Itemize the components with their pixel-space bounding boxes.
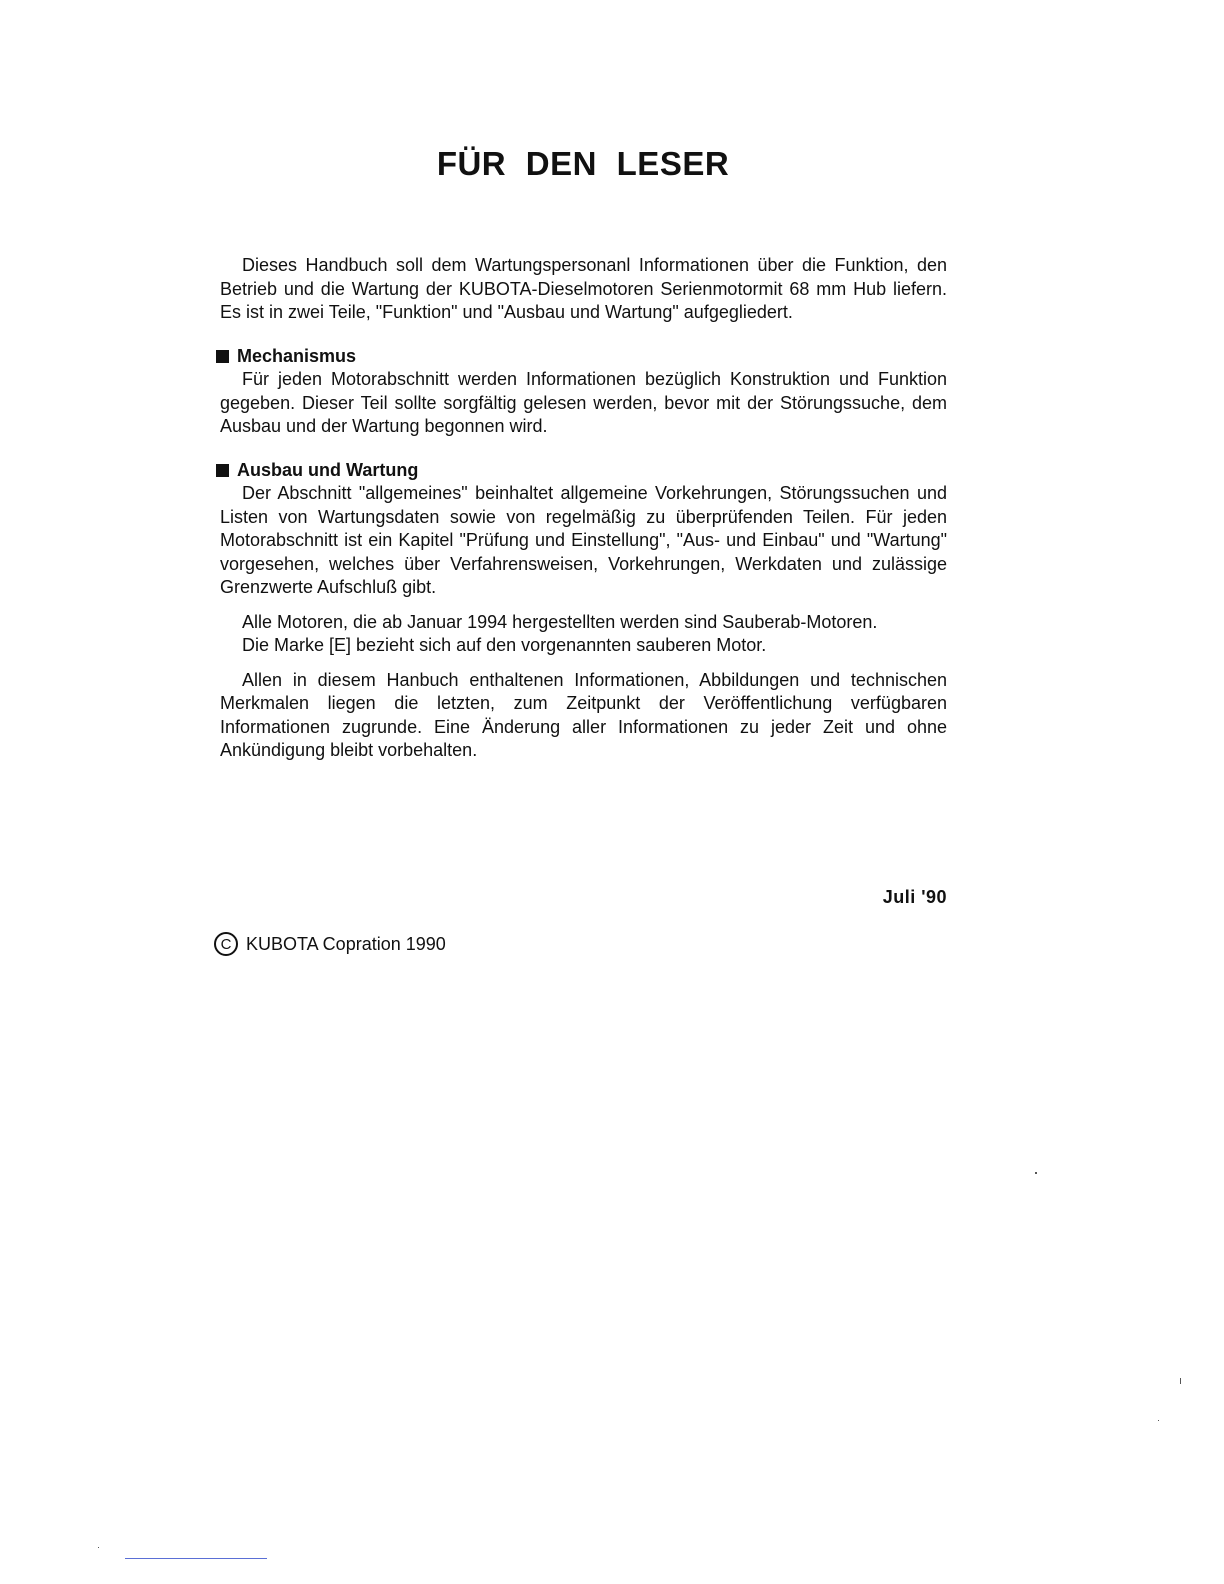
publication-date: Juli '90 [882,887,947,907]
bullet-square-icon [216,350,229,363]
copyright-text: KUBOTA Copration 1990 [246,933,446,954]
page-title: FÜR DEN LESER [436,145,730,182]
section-heading-text: Mechanismus [237,345,357,366]
mark-note: Die Marke [E] bezieht sich auf den vorgenannten sauberen Motor. [242,635,767,655]
section-heading [216,459,947,483]
scan-speck [1180,1378,1181,1384]
disclaimer-paragraph: Allen in diesem Hanbuch enthaltenen Informationen, Abbildungen und technischen Merkmalen liegen die letzten, zum Zeitpunkt der Veröffentlichung verfügbaren Informationen zugrunde. Eine Änderung aller Informationen zu jeder Zeit und ohne Ankündigung bleibt vorbehalten. [220,669,947,760]
intro-paragraph: Dieses Handbuch soll dem Wartungspersonanl Informationen über die Funktion, den Betrieb und die Wartung der KUBOTA-Dieselmotoren Serienmotormit 68 mm Hub liefern. Es ist in zwei Teile, "Funktion" und "Ausbau und Wartung" aufgegliedert. [220,255,947,322]
engines-note: Alle Motoren, die ab Januar 1994 hergestellten werden sind Sauberab-Motoren. [242,611,878,632]
copyright-line [214,932,446,956]
section-body: Der Abschnitt "allgemeines" beinhaltet allgemeine Vorkehrungen, Störungssuchen und Listen von Wartungsdaten sowie von regelmäßig zu überprüfenden Teilen. Für jeden Motorabschnitt ist ein Kapitel "Prüfung und Einstellung", "Aus- und Einbau" und "Wartung" vorgesehen, welches über Verfahrensweisen, Vorkehrungen, Werkdaten und zulässige Grenzwerte Aufschluß gibt. [220,483,947,597]
footer-line [125,1558,267,1559]
section-heading-text: Ausbau und Wartung [237,459,419,480]
section-ausbau-wartung [220,459,947,600]
document-body [220,254,947,763]
section-heading [216,345,947,369]
bullet-square-icon [216,464,229,477]
section-mechanismus [220,345,947,439]
scan-speck [98,1547,99,1548]
scan-speck [1158,1420,1159,1421]
section-body: Für jeden Motorabschnitt werden Informationen bezüglich Konstruktion und Funktion gegeben. Dieser Teil sollte sorgfältig gelesen werden, bevor mit der Störungssuche, dem Ausbau und der Wartung begonnen wird. [220,369,947,436]
copyright-icon: C [214,932,238,956]
scan-speck [1035,1172,1037,1174]
